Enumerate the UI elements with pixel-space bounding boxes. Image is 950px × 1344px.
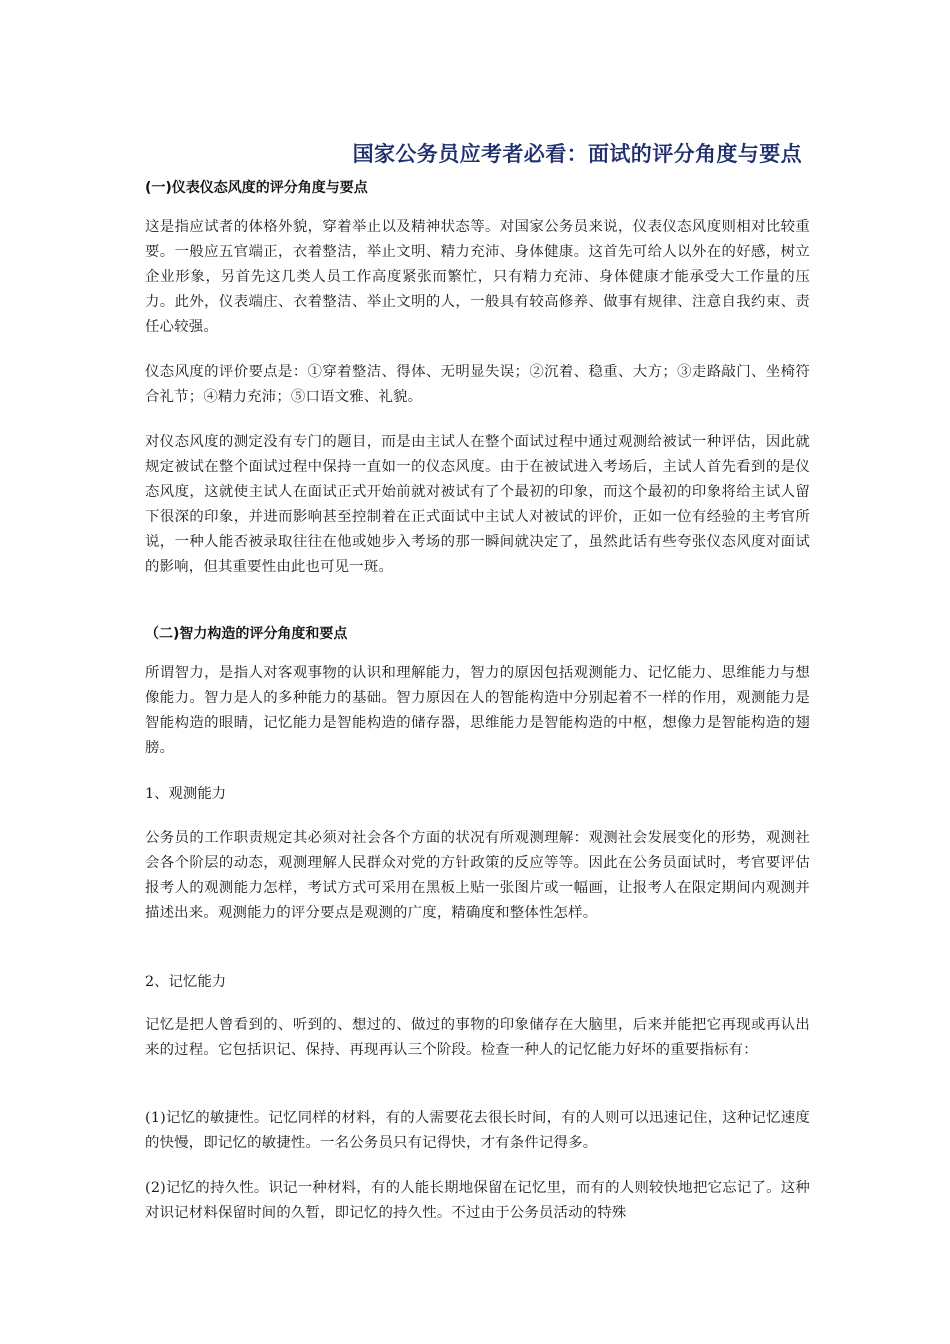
section-2-intro: 所谓智力，是指人对客观事物的认识和理解能力，智力的原因包括观测能力、记忆能力、思维能力与想像能力。智力是人的多种能力的基础。智力原因在人的智能构造中分别起着不一样的作用，观测能力是智能构造的眼睛，记忆能力是智能构造的储存器，思维能力是智能构造的中枢，想像力是智能构造的翅膀。 bbox=[145, 665, 810, 756]
section-1-paragraph-2: 仪态风度的评价要点是：①穿着整洁、得体、无明显失误；②沉着、稳重、大方；③走路敲门、坐椅符合礼节；④精力充沛；⑤口语文雅、礼貌。 bbox=[145, 364, 810, 405]
section-2-heading: （二)智力构造的评分角度和要点 bbox=[145, 626, 348, 642]
memory-point-2: (2)记忆的持久性。识记一种材料，有的人能长期地保留在记忆里，而有的人则较快地把它忘记了。这种对识记材料保留时间的久暂，即记忆的持久性。不过由于公务员活动的特殊 bbox=[145, 1180, 810, 1221]
section-1-heading: (一)仪表仪态风度的评分角度与要点 bbox=[145, 180, 368, 196]
section-1-paragraph-3: 对仪态风度的测定没有专门的题目，而是由主试人在整个面试过程中通过观测给被试一种评估，因此就规定被试在整个面试过程中保持一直如一的仪态风度。由于在被试进入考场后，主试人首先看到的是仪态风度，这就使主试人在面试正式开始前就对被试有了个最初的印象，而这个最初的印象将给主试人留下很深的印象，并进而影响甚至控制着在正式面试中主试人对被试的评价，正如一位有经验的主考官所说，一种人能否被录取往往在他或她步入考场的那一瞬间就决定了，虽然此话有些夸张仪态风度对面试的影响，但其重要性由此也可见一斑。 bbox=[145, 434, 810, 575]
subsection-2-title: 2、记忆能力 bbox=[145, 974, 227, 990]
section-1-paragraph-1: 这是指应试者的体格外貌，穿着举止以及精神状态等。对国家公务员来说，仪表仪态风度则相对比较重要。一般应五官端正，衣着整洁，举止文明、精力充沛、身体健康。这首先可给人以外在的好感，树立企业形象，另首先这几类人员工作高度紧张而繁忙，只有精力充沛、身体健康才能承受大工作量的压力。此外，仪表端庄、衣着整洁、举止文明的人，一般具有较高修养、做事有规律、注意自我约束、责任心较强。 bbox=[145, 219, 810, 335]
memory-point-1: (1)记忆的敏捷性。记忆同样的材料，有的人需要花去很长时间，有的人则可以迅速记住，这种记忆速度的快慢，即记忆的敏捷性。一名公务员只有记得快，才有条件记得多。 bbox=[145, 1110, 810, 1151]
subsection-2-text: 记忆是把人曾看到的、听到的、想过的、做过的事物的印象储存在大脑里，后来并能把它再现或再认出来的过程。它包括识记、保持、再现再认三个阶段。检查一种人的记忆能力好坏的重要指标有： bbox=[145, 1017, 810, 1058]
subsection-1-title: 1、观测能力 bbox=[145, 786, 227, 802]
subsection-1-text: 公务员的工作职责规定其必须对社会各个方面的状况有所观测理解：观测社会发展变化的形势，观测社会各个阶层的动态，观测理解人民群众对党的方针政策的反应等等。因此在公务员面试时，考官要评估报考人的观测能力怎样，考试方式可采用在黑板上贴一张图片或一幅画，让报考人在限定期间内观测并描述出来。观测能力的评分要点是观测的广度，精确度和整体性怎样。 bbox=[145, 830, 810, 921]
document-title: 国家公务员应考者必看：面试的评分角度与要点 bbox=[352, 142, 802, 166]
